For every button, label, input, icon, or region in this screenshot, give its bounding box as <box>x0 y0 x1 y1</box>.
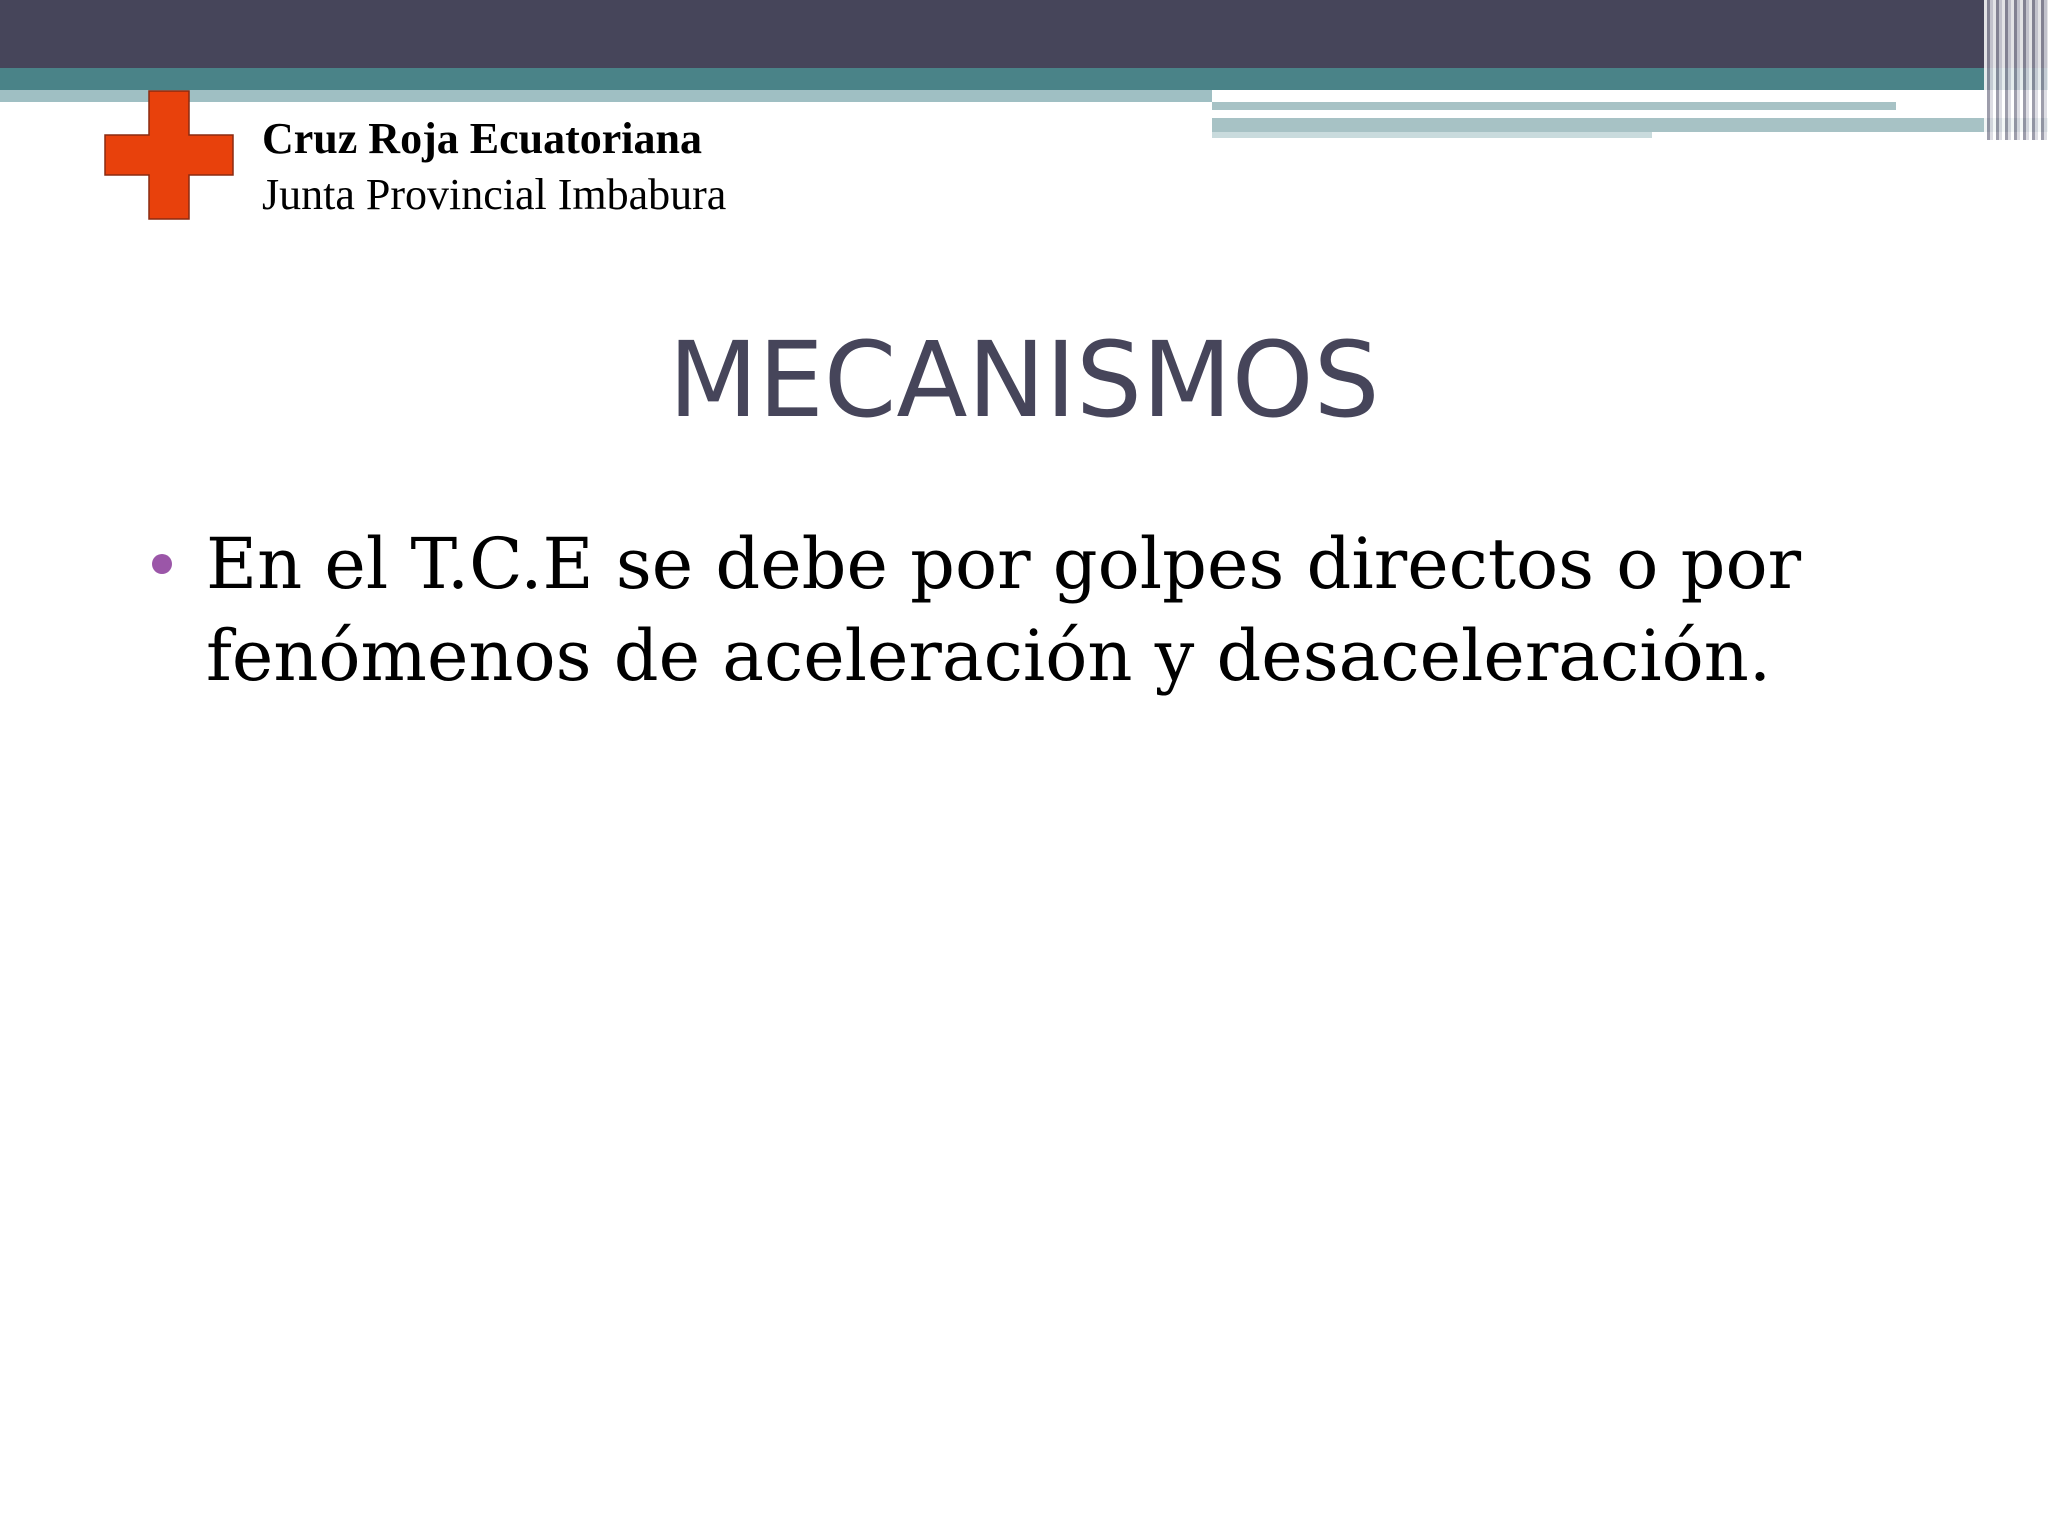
right-decor-bar <box>1212 132 1652 138</box>
right-decor-bar <box>1212 102 1896 110</box>
bullet-list <box>150 518 1850 702</box>
slide-title: MECANISMOS <box>668 319 1380 441</box>
right-decor-gap <box>1212 110 1896 118</box>
organization-header <box>262 112 726 224</box>
bullet-dot-icon <box>152 554 172 574</box>
teal-decor-band <box>0 68 2048 90</box>
corner-stripes <box>1984 0 2048 140</box>
right-decor-gap <box>1652 132 2012 138</box>
bullet-text: En el T.C.E se debe por golpes directos o por fenómenos de aceleración y desaceleración. <box>206 523 1802 697</box>
bullet-item <box>150 518 1850 702</box>
organization-subtitle: Junta Provincial Imbabura <box>262 170 727 219</box>
top-decor-band <box>0 0 2048 68</box>
organization-name: Cruz Roja Ecuatoriana <box>262 114 702 163</box>
right-decor-bar <box>1212 118 2048 132</box>
red-cross-icon <box>104 90 234 220</box>
